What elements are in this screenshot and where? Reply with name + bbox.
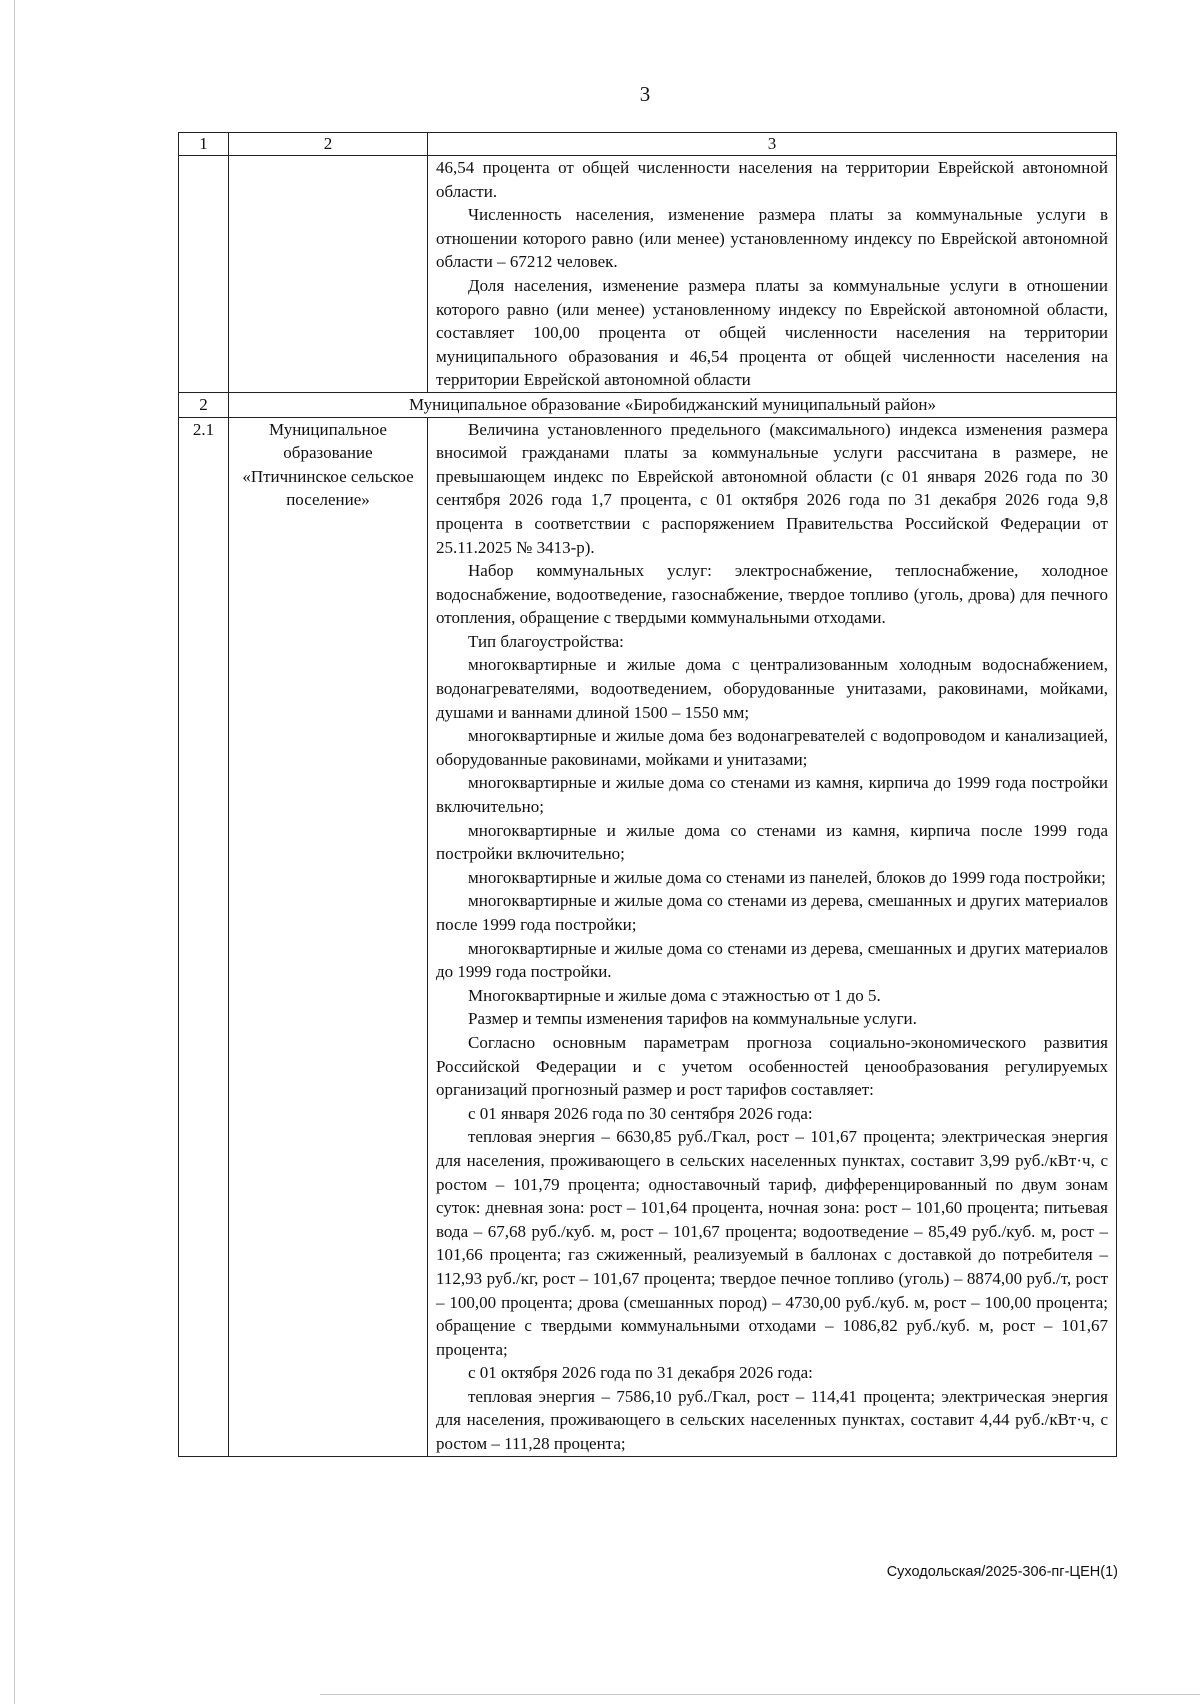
scan-edge-bottom	[320, 1694, 1200, 1695]
paragraph: многоквартирные и жилые дома со стенами из дерева, смешанных и других материалов до 1999 года постройки.	[436, 938, 1108, 982]
paragraph: многоквартирные и жилые дома без водонагревателей с водопроводом и канализацией, оборудованные раковинами, мойками и унитазами;	[436, 726, 1108, 769]
paragraph: многоквартирные и жилые дома со стенами из камня, кирпича до 1999 года постройки включительно;	[436, 773, 1108, 817]
row-number	[179, 156, 229, 393]
table-section-row	[179, 392, 1117, 417]
paragraph: Согласно основным параметрам прогноза социально-экономического развития Российской Федерации и с учетом особенностей ценообразования регулируемых организаций прогнозный размер и рост тарифов составляет:	[436, 1032, 1108, 1100]
header-col-3: 3	[428, 133, 1117, 156]
paragraph: тепловая энергия – 6630,85 руб./Гкал, рост – 101,67 процента; электрическая энергия для населения, проживающего в сельских населенных пунктах, составит 3,99 руб./кВт·ч, с ростом – 101,79 процента; одноставочный тариф, дифференцированный по двум зонам суток: дневная зона: рост – 101,64 процента, ночная зона: рост – 101,60 процента; питьевая вода – 67,68 руб./куб. м, рост – 101,67 процента; водоотведение – 85,49 руб./куб. м, рост – 101,66 процента; газ сжиженный, реализуемый в баллонах с доставкой до потребителя – 112,93 руб./кг, рост – 101,67 процента; твердое печное топливо (уголь) – 8874,00 руб./т, рост – 100,00 процента; дрова (смешанных пород) – 4730,00 руб./куб. м, рост – 100,00 процента; обращение с твердыми коммунальными отходами – 1086,82 руб./куб. м, рост – 101,67 процента;	[436, 1127, 1108, 1359]
paragraph: Многоквартирные и жилые дома с этажностью от 1 до 5.	[468, 985, 881, 1005]
paragraph: 46,54 процента от общей численности населения на территории Еврейской автономной области.	[436, 158, 1108, 201]
paragraph: многоквартирные и жилые дома со стенами из панелей, блоков до 1999 года постройки;	[468, 867, 1106, 887]
paragraph: многоквартирные и жилые дома со стенами из камня, кирпича после 1999 года постройки включительно;	[436, 820, 1108, 864]
row-description	[428, 417, 1117, 1456]
municipality-name	[229, 156, 428, 393]
table-header-row	[179, 133, 1117, 156]
paragraph: многоквартирные и жилые дома со стенами из дерева, смешанных и других материалов после 1999 года постройки;	[436, 891, 1108, 934]
page-number: 3	[639, 82, 651, 106]
document-footer-code: Суходольская/2025-306-пг-ЦЕН(1)	[886, 1564, 1118, 1580]
paragraph: с 01 января 2026 года по 30 сентября 2026 года:	[468, 1103, 813, 1123]
paragraph: Размер и темпы изменения тарифов на коммунальные услуги.	[468, 1009, 917, 1029]
header-col-1: 1	[179, 133, 229, 156]
paragraph: Набор коммунальных услуг: электроснабжение, теплоснабжение, холодное водоснабжение, водоотведение, газоснабжение, твердое топливо (уголь, дрова) для печного отопления, обращение с твердыми коммунальными отходами.	[436, 561, 1108, 628]
row-number: 2.1	[179, 417, 229, 1456]
paragraph: многоквартирные и жилые дома с централизованным холодным водоснабжением, водонагревателями, водоотведением, оборудованные унитазами, раковинами, мойками, душами и ваннами длиной 1500 – 1550 мм;	[436, 655, 1108, 722]
section-title: Муниципальное образование «Биробиджанский муниципальный район»	[229, 392, 1117, 417]
paragraph: тепловая энергия – 7586,10 руб./Гкал, рост – 114,41 процента; электрическая энергия для населения, проживающего в сельских населенных пунктах, составит 4,44 руб./кВт·ч, с ростом – 111,28 процента;	[436, 1386, 1108, 1454]
paragraph: Величина установленного предельного (максимального) индекса изменения размера вносимой гражданами платы за коммунальные услуги рассчитана в размере, не превышающем индекс по Еврейской автономной области (с 01 января 2026 года по 30 сентября 2026 года 1,7 процента, с 01 октября 2026 года по 31 декабря 2026 года 9,8 процента в соответствии с распоряжением Правительства Российской Федерации от 25.11.2025 № 3413-р).	[436, 419, 1108, 557]
scan-edge-left	[14, 0, 15, 1704]
paragraph: с 01 октября 2026 года по 31 декабря 2026 года:	[468, 1363, 813, 1383]
paragraph: Тип благоустройства:	[468, 631, 624, 651]
header-col-2: 2	[229, 133, 428, 156]
row-number: 2	[179, 392, 229, 417]
table-row	[179, 417, 1117, 1456]
paragraph: Доля населения, изменение размера платы за коммунальные услуги в отношении которого равно (или менее) установленному индексу по Еврейской автономной области, составляет 100,00 процента от общей численности населения на территории муниципального образования и 46,54 процента от общей численности населения на территории Еврейской автономной области	[436, 275, 1108, 390]
table-row	[179, 156, 1117, 393]
tariff-table	[178, 132, 1117, 1457]
paragraph: Численность населения, изменение размера платы за коммунальные услуги в отношении которого равно (или менее) установленному индексу по Еврейской автономной области – 67212 человек.	[436, 205, 1108, 272]
municipality-name: Муниципальное образование «Птичнинское сельское поселение»	[229, 417, 428, 1456]
row-description	[428, 156, 1117, 393]
